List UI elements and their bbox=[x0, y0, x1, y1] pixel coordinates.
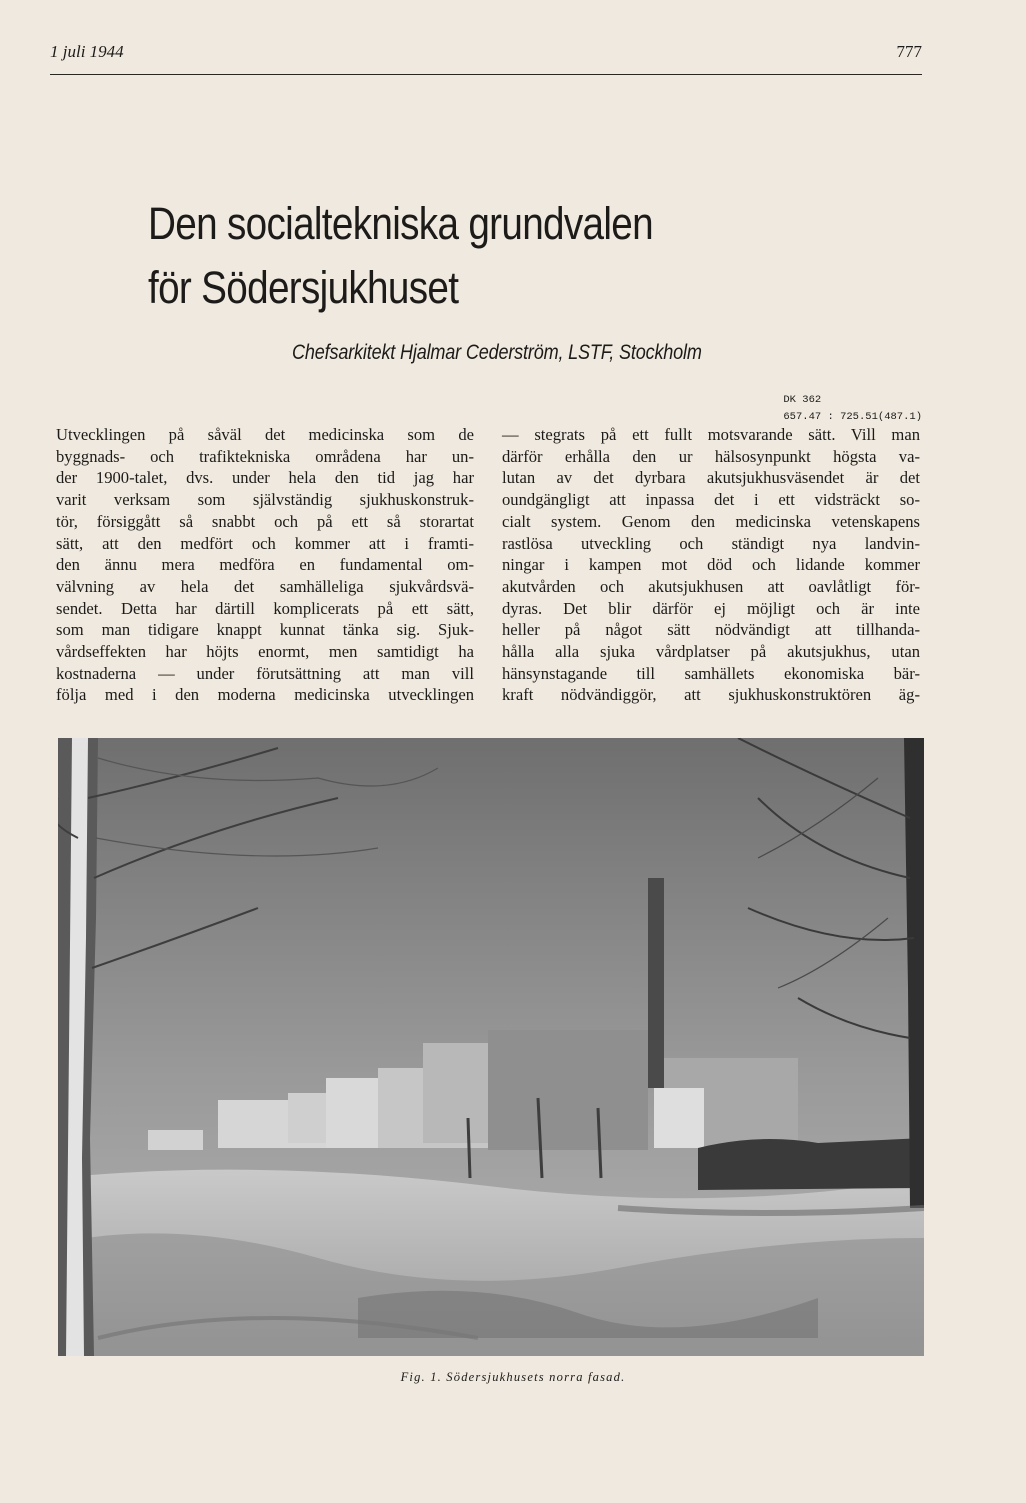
text-line: dyras. Det blir därför ej möjligt och är inte bbox=[502, 598, 920, 618]
text-line: tör, försiggått så snabbt och på ett så storartat bbox=[56, 511, 474, 531]
text-line: varit verksam som självständig sjukhuskonstruk- bbox=[56, 490, 474, 510]
text-line: ningar i kampen mot död och lidande kommer bbox=[502, 555, 920, 575]
title-line-1: Den socialtekniska grundvalen bbox=[148, 198, 653, 249]
body-column-left bbox=[56, 424, 474, 706]
text-line: hålla alla sjuka vårdplatser på akutsjukhus, utan bbox=[502, 642, 920, 662]
text-line: oundgängligt att inpassa det i ett vidsträckt so- bbox=[502, 490, 920, 510]
article-title bbox=[148, 192, 750, 320]
figure-caption: Fig. 1. Södersjukhusets norra fasad. bbox=[400, 1370, 626, 1384]
page-number: 777 bbox=[896, 42, 922, 61]
issue-date: 1 juli 1944 bbox=[50, 42, 124, 61]
text-line: — stegrats på ett fullt motsvarande sätt. Vill man bbox=[502, 425, 920, 444]
text-line: välvning av hela det samhälleliga sjukvårdsvä- bbox=[56, 576, 474, 596]
text-line: kostnaderna — under förutsättning att man vill bbox=[56, 663, 474, 683]
author-byline: Chefsarkitekt Hjalmar Cederström, LSTF, Stockholm bbox=[292, 341, 702, 364]
text-line: som man tidigare knappt kunnat tänka sig. Sjuk- bbox=[56, 620, 474, 640]
photo-illustration bbox=[58, 738, 924, 1356]
body-column-right bbox=[502, 424, 920, 706]
title-line-2: för Södersjukhuset bbox=[148, 262, 459, 313]
text-line: följa med i den moderna medicinska utvecklingen bbox=[56, 685, 474, 705]
text-line: vårdseffekten har höjts enormt, men samtidigt ha bbox=[56, 642, 474, 662]
text-line: sätt, att den medfört och kommer att i framti- bbox=[56, 533, 474, 553]
text-line: därför erhålla den ur hälsosynpunkt högsta va- bbox=[502, 446, 920, 466]
text-line: hänsynstagande till samhällets ekonomiska bär- bbox=[502, 663, 920, 683]
text-line: sendet. Detta har därtill komplicerats på ett sätt, bbox=[56, 598, 474, 618]
text-line: rastlösa utveckling och ständigt nya landvin- bbox=[502, 533, 920, 553]
text-line: akutvården och akutsjukhusen att oavlåtligt för- bbox=[502, 576, 920, 596]
text-line: den ännu mera medföra en fundamental om- bbox=[56, 555, 474, 575]
dk-line-1: DK 362 bbox=[783, 394, 822, 406]
dk-line-2: 657.47 : 725.51(487.1) bbox=[783, 411, 922, 423]
running-header bbox=[50, 40, 922, 75]
text-line: der 1900-talet, dvs. under hela den tid jag har bbox=[56, 468, 474, 488]
hospital-photograph bbox=[58, 738, 924, 1356]
text-line: cialt system. Genom den medicinska vetenskapens bbox=[502, 511, 920, 531]
text-line: kraft nödvändiggör, att sjukhuskonstruktören äg- bbox=[502, 685, 920, 705]
text-line: heller på något sätt nödvändigt att tillhanda- bbox=[502, 620, 920, 640]
text-line: byggnads- och trafiktekniska områdena har un- bbox=[56, 446, 474, 466]
text-line: Utvecklingen på såväl det medicinska som de bbox=[56, 425, 474, 444]
text-line: lutan av det dyrbara akutsjukhusväsendet är det bbox=[502, 468, 920, 488]
classification-code bbox=[783, 392, 922, 426]
